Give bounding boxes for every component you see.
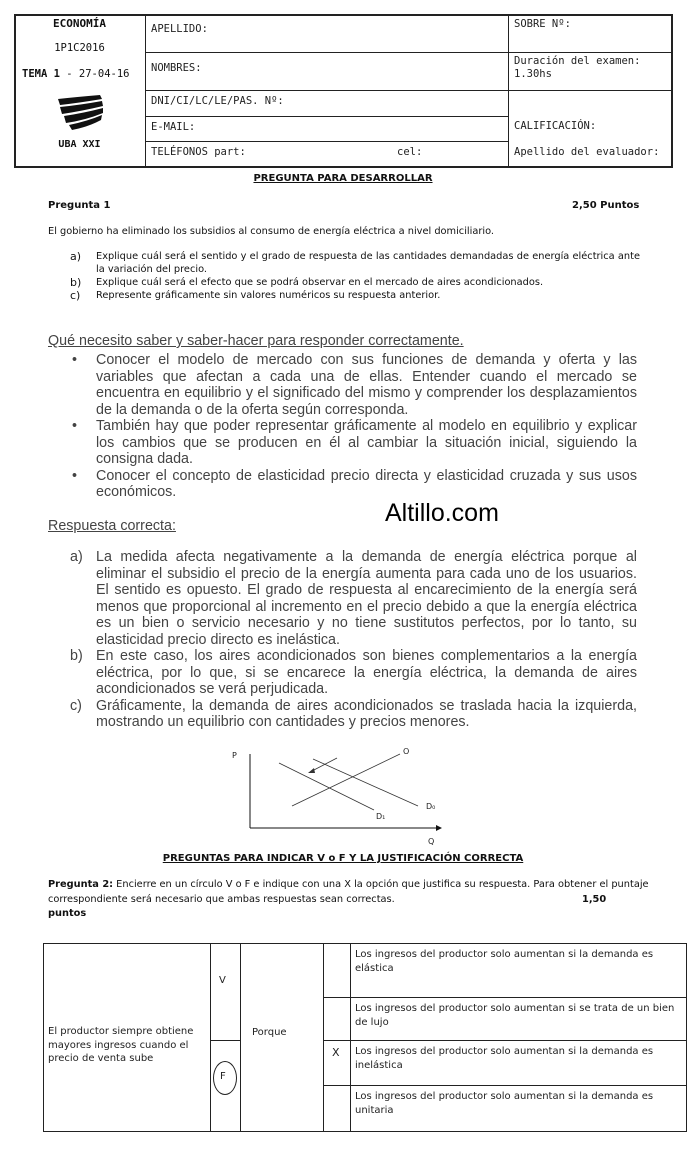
d1-label: D₁ [376,812,386,821]
question2-label: Pregunta 2: [48,879,114,890]
question2-points: 1,50 [582,893,607,905]
course-name: ECONOMÍA [53,17,106,30]
header-divider [508,14,509,168]
list-item: c) Gráficamente, la demanda de aires acondicionados se traslada hacia la izquierda, mostrando un equilibrio con cantidades y precios menores. [70,697,637,730]
evaluador-field[interactable]: Apellido del evaluador: [514,146,660,158]
y-axis-label: P [232,751,237,760]
question1-statement: El gobierno ha eliminado los subsidios al consumo de energía eléctrica a nivel domiciliario. [48,226,495,237]
table-divider [323,1085,687,1086]
option-row[interactable]: Los ingresos del productor solo aumentan si se trata de un bien de lujo [355,1003,675,1028]
question1-label: Pregunta 1 [48,200,111,211]
dni-field[interactable]: DNI/CI/LC/LE/PAS. Nº: [151,95,284,107]
duracion-value: 1.30hs [514,68,552,80]
option-row[interactable]: Los ingresos del productor solo aumentan si la demanda es inelástica [355,1046,654,1071]
question2-text: Pregunta 2: Encierre en un círculo V o F e indique con una X la opción que justifica su respuesta. Para obtener el puntaje correspondiente será necesario que ambas respuestas sean correctas. 1,50 puntos [48,878,668,922]
demand-curve-d1 [279,763,374,810]
uba-logo-icon [56,93,106,131]
tema-line [22,68,129,80]
cel-field[interactable]: cel: [397,146,423,158]
table-divider [323,997,687,998]
list-item: • También hay que poder representar gráficamente al modelo en equilibrio y explicar los cambios que se producen en él al cambiar la situación inicial, siguiendo la consigna dada. [72,418,637,467]
saber-bullets [72,352,637,501]
table-divider [323,1040,687,1041]
list-item: b) En este caso, los aires acondicionados son bienes complementarios a la energía eléctrica, por lo que, si se encarece la energía eléctrica, la demanda de aires acondicionados se verá perjudicada. [70,648,637,697]
email-field[interactable]: E-MAIL: [151,121,196,133]
header-divider [145,90,508,91]
option-f[interactable]: F [220,1071,226,1082]
x-axis-label: Q [428,837,435,846]
demand-curve-d0 [313,759,418,806]
header-divider [145,116,508,117]
header-divider [145,14,146,168]
sobre-field[interactable]: SOBRE Nº: [514,18,571,30]
list-item: • Conocer el modelo de mercado con sus funciones de demanda y oferta y las variables que afectan a cada una de ellas. Entender cuando el mercado se encuentra en equilibrio y el significado del mismo y comprender los desplazamientos de la demanda o de la oferta según corresponda. [72,352,637,418]
apellido-field[interactable]: APELLIDO: [151,23,208,35]
selected-mark[interactable]: X [332,1046,340,1059]
header-divider [145,52,508,53]
saber-title: Qué necesito saber y saber-hacer para responder correctamente. [48,333,464,349]
x-axis-arrow-icon [436,825,442,831]
list-item: a) La medida afecta negativamente a la demanda de energía eléctrica porque al eliminar el subsidio el precio de la energía aumenta para cada uno de los usuarios. El sentido es opuesto. El grado de respuesta al encarecimiento de la energía será menos que proporcional al incremento en el precio debido a que la energía eléctrica es un bien o servicio necesario y no tiene sustitutos perfectos, por lo tanto, su elasticidad precio directo es inelástica. [70,549,637,648]
option-v[interactable]: V [219,975,226,986]
table-divider [323,943,324,1132]
duracion-label: Duración del examen: [514,55,641,67]
calificacion-field[interactable]: CALIFICACIÓN: [514,120,597,132]
watermark: Altillo.com [385,499,499,527]
market-graph [222,742,452,850]
table-divider [210,943,211,1132]
question1-items [70,250,640,302]
nombres-field[interactable]: NOMBRES: [151,62,202,74]
section1-title: PREGUNTA PARA DESARROLLAR [253,173,433,184]
respuesta-items [70,549,637,731]
d0-label: D₀ [426,802,436,811]
supply-label: O [403,747,410,756]
table-divider [240,943,241,1132]
question1-points: 2,50 Puntos [572,200,640,211]
course-code: 1P1C2016 [54,42,105,54]
option-row[interactable]: Los ingresos del productor solo aumentan si la demanda es elástica [355,949,654,974]
shift-arrow-icon [308,768,315,773]
list-item: a) Explique cuál será el sentido y el grado de respuesta de las cantidades demandadas de energía eléctrica ante la variación del precio. [70,250,640,275]
respuesta-title: Respuesta correcta: [48,518,176,534]
logo-text: UBA XXI [58,139,101,150]
header-divider [145,141,508,142]
table-divider [350,943,351,1132]
telefono-field[interactable]: TELÉFONOS part: [151,146,246,158]
question2-points-unit: puntos [48,908,87,919]
supply-curve [292,754,400,806]
table-divider [210,1040,240,1041]
section2-title: PREGUNTAS PARA INDICAR V o F Y LA JUSTIFICACIÓN CORRECTA [162,853,524,864]
header-divider [508,90,673,91]
list-item: • Conocer el concepto de elasticidad precio directa y elasticidad cruzada y sus usos económicos. [72,467,637,500]
porque-label: Porque [252,1027,287,1038]
tema-date: - 27-04-16 [59,68,130,80]
list-item: c) Represente gráficamente sin valores numéricos su respuesta anterior. [70,289,441,302]
header-divider [508,52,673,53]
list-item: b) Explique cuál será el efecto que se podrá observar en el mercado de aires acondicionados. [70,276,544,289]
question2-statement: El productor siempre obtiene mayores ingresos cuando el precio de venta sube [48,1026,194,1064]
option-row[interactable]: Los ingresos del productor solo aumentan si la demanda es unitaria [355,1091,654,1116]
tema-label: TEMA 1 [22,68,60,80]
